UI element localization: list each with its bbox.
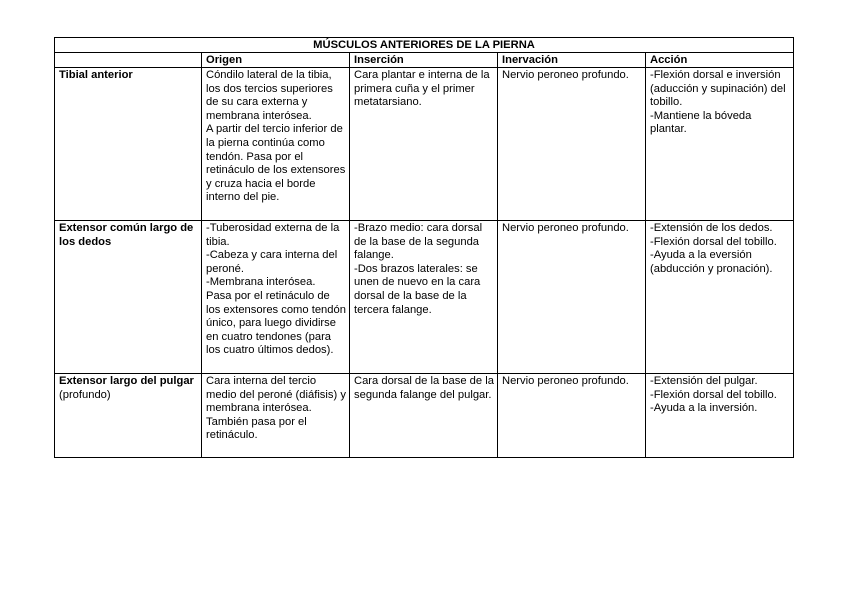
inervacion-text: Nervio peroneo profundo.: [502, 375, 629, 387]
origen-text: Pasa por el retináculo de los extensores como tendón único, para luego dividirse en cuatro tendones (para los cuatro últimos dedos).: [206, 289, 346, 357]
origen-text: Cara interna del tercio medio del peroné (diáfisis) y membrana interósea.: [206, 375, 346, 415]
accion-text: -Extensión del pulgar.: [650, 375, 758, 387]
insercion-text: -Dos brazos laterales: se unen de nuevo en la cara dorsal de la base de la tercera falange.: [354, 262, 481, 316]
accion-text: -Ayuda a la inversión.: [650, 402, 758, 415]
accion-text: -Ayuda a la eversión (abducción y pronación).: [650, 249, 773, 275]
insercion-text: Cara plantar e interna de la primera cuña y el primer metatarsiano.: [354, 69, 490, 109]
origen-text: Cóndilo lateral de la tibia, los dos tercios superiores de su cara externa y membrana interósea.: [206, 69, 333, 122]
origen-cell: [202, 221, 350, 374]
origen-text: -Cabeza y cara interna del peroné.: [206, 249, 338, 275]
insercion-text: Cara dorsal de la base de la segunda falange del pulgar.: [354, 375, 494, 401]
accion-text: -Mantiene la bóveda plantar.: [650, 109, 752, 136]
accion-text: -Extensión de los dedos.: [650, 222, 773, 234]
table-row: [55, 221, 794, 374]
muscle-cell: [55, 221, 202, 374]
muscle-note: (profundo): [59, 388, 111, 401]
accion-cell: [646, 374, 794, 458]
origen-text: A partir del tercio inferior de la pierna continúa como tendón. Pasa por el retináculo de los extensores y cruza hacia el borde interno del pie.: [206, 123, 346, 204]
origen-cell: [202, 374, 350, 458]
table-title: MÚSCULOS ANTERIORES DE LA PIERNA: [55, 38, 794, 53]
muscle-cell: [55, 374, 202, 458]
accion-text: -Flexión dorsal e inversión (aducción y supinación) del tobillo.: [650, 69, 786, 109]
header-row: [55, 53, 794, 68]
accion-cell: [646, 68, 794, 221]
muscle-name: Tibial anterior: [59, 69, 133, 81]
inervacion-text: Nervio peroneo profundo.: [502, 69, 629, 81]
header-inervacion: Inervación: [498, 53, 646, 68]
header-accion: Acción: [646, 53, 794, 68]
muscles-table: [54, 37, 794, 458]
origen-text: También pasa por el retináculo.: [206, 415, 307, 442]
inervacion-cell: [498, 68, 646, 221]
table-row: [55, 374, 794, 458]
inervacion-cell: [498, 374, 646, 458]
origen-cell: [202, 68, 350, 221]
header-empty: [55, 53, 202, 68]
accion-cell: [646, 221, 794, 374]
insercion-cell: [350, 374, 498, 458]
table-row: [55, 68, 794, 221]
insercion-cell: [350, 68, 498, 221]
title-row: [55, 38, 794, 53]
inervacion-cell: [498, 221, 646, 374]
accion-text: -Flexión dorsal del tobillo.: [650, 235, 777, 248]
header-insercion: Inserción: [350, 53, 498, 68]
muscle-name: Extensor común largo de los dedos: [59, 222, 194, 248]
insercion-cell: [350, 221, 498, 374]
muscle-name: Extensor largo del pulgar: [59, 375, 194, 387]
origen-text: -Membrana interósea.: [206, 276, 316, 289]
header-origen: Origen: [202, 53, 350, 68]
accion-text: -Flexión dorsal del tobillo.: [650, 388, 777, 401]
insercion-text: -Brazo medio: cara dorsal de la base de la segunda falange.: [354, 222, 483, 262]
origen-text: -Tuberosidad externa de la tibia.: [206, 222, 340, 248]
muscle-cell: [55, 68, 202, 221]
inervacion-text: Nervio peroneo profundo.: [502, 222, 629, 234]
